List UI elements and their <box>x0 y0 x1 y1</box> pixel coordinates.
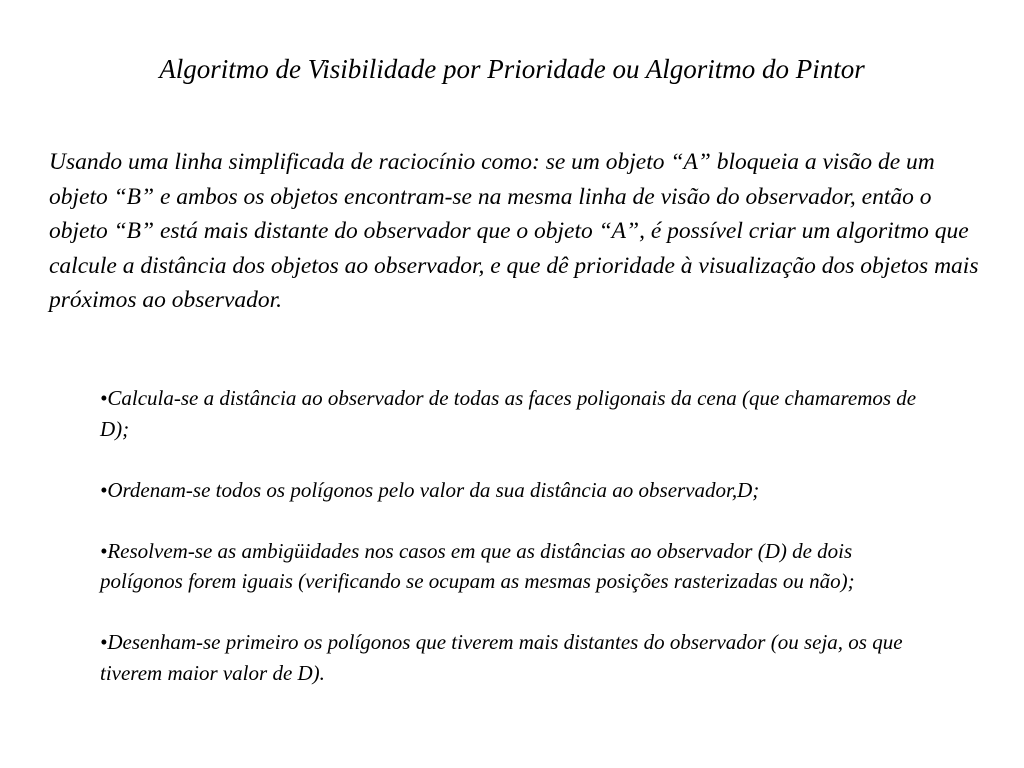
bullet-item-sort: •Ordenam-se todos os polígonos pelo valor da sua distância ao observador,D; <box>100 477 760 502</box>
bullet-item-distance: •Calcula-se a distância ao observador de todas as faces poligonais da cena (que chamaremos de D); <box>100 386 917 441</box>
slide-title: Algoritmo de Visibilidade por Prioridade ou Algoritmo do Pintor <box>159 54 865 84</box>
bullet-item-ambiguities: •Resolvem-se as ambigüidades nos casos em que as distâncias ao observador (D) de dois polígonos forem iguais (verificando se ocupam as mesmas posições rasterizadas ou não); <box>100 538 855 593</box>
bullet-item-draw-order: •Desenham-se primeiro os polígonos que tiverem mais distantes do observador (ou seja, os que tiverem maior valor de D). <box>100 630 903 685</box>
intro-paragraph: Usando uma linha simplificada de raciocínio como: se um objeto “A” bloqueia a visão de um objeto “B” e ambos os objetos encontram-se na mesma linha de visão do observador, então o objeto “B” está mais distante do observador que o objeto “A”, é possível criar um algoritmo que calcule a distância dos objetos ao observador, e que dê prioridade à visualização dos objetos mais próximos ao observador. <box>49 149 979 313</box>
bullet-list <box>100 383 940 688</box>
